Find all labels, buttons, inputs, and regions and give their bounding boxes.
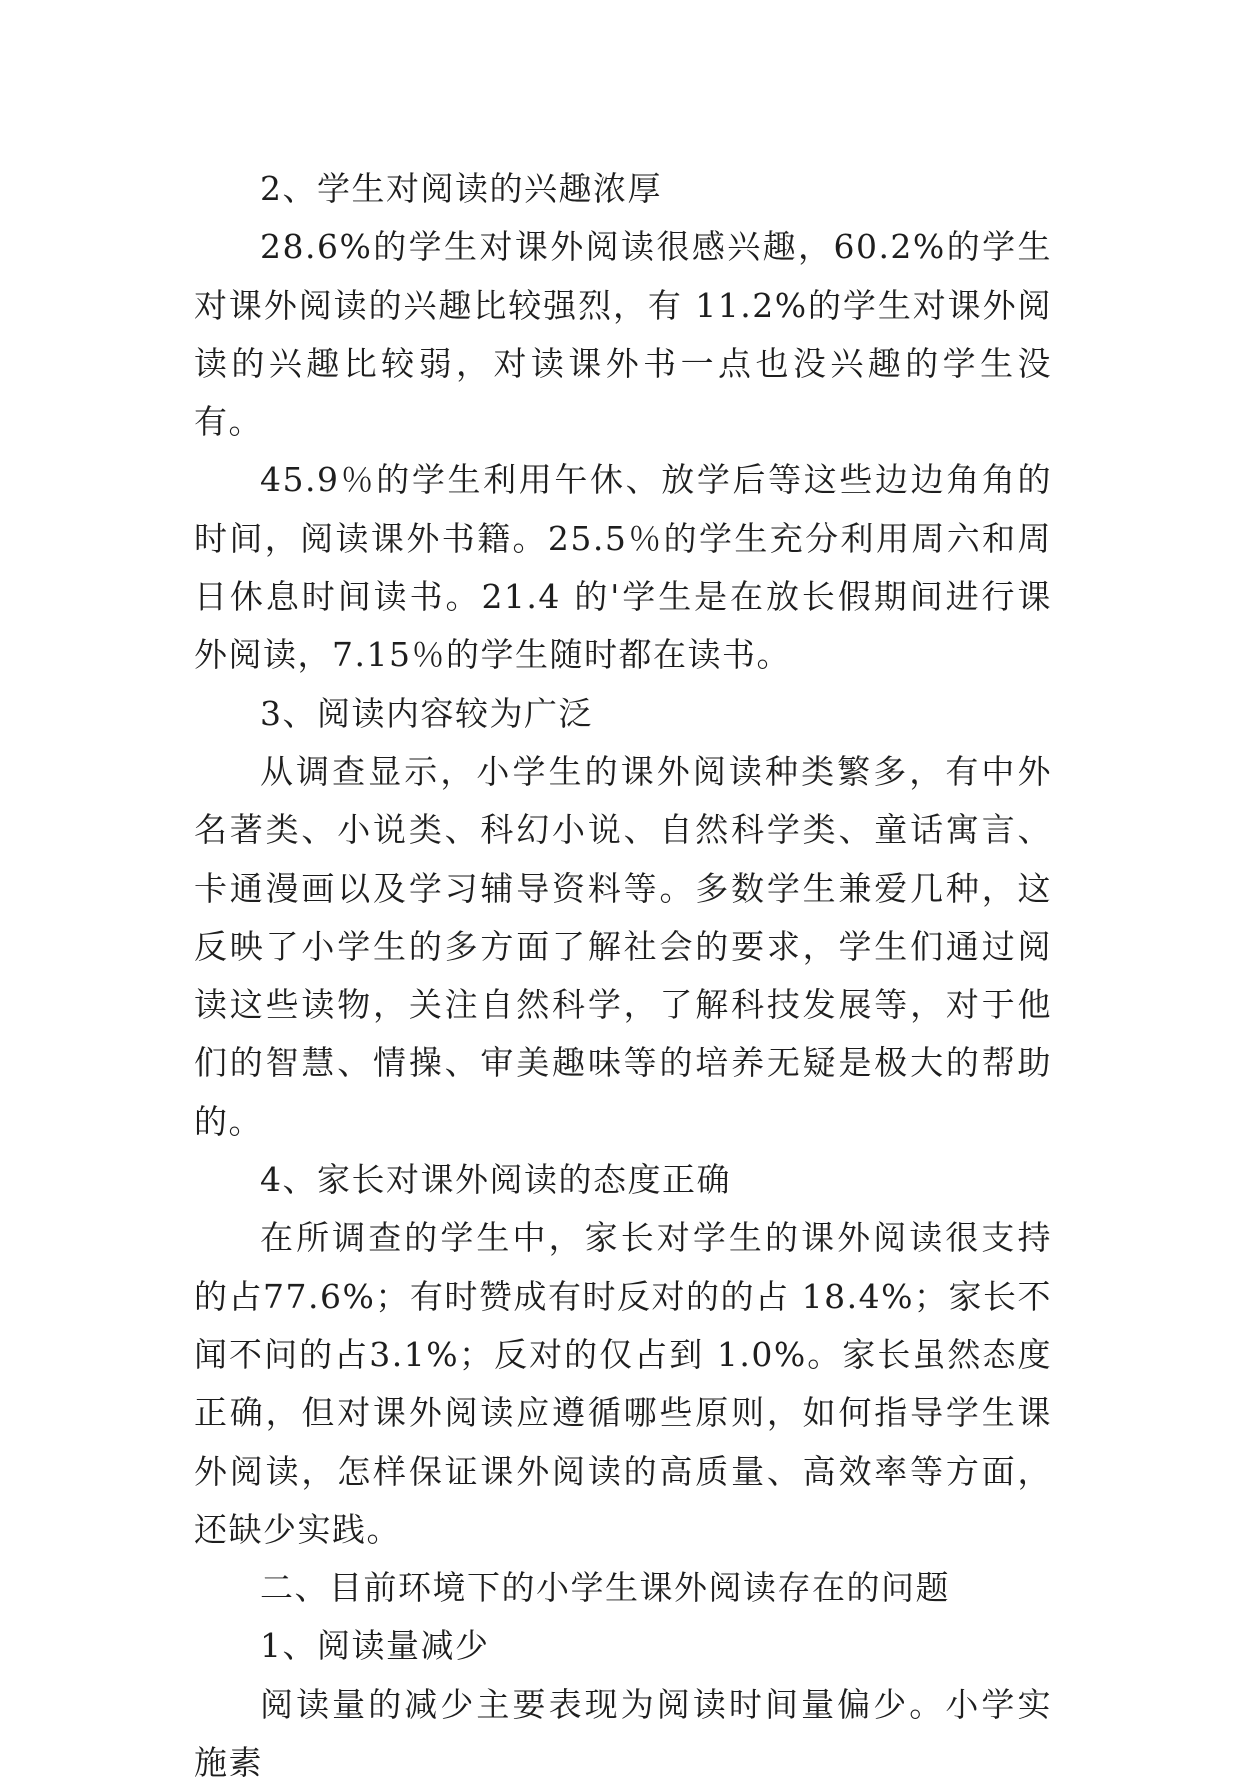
section-heading-reading-interest: 2、学生对阅读的兴趣浓厚 [260,169,662,208]
section-heading-parent-attitude: 4、家长对课外阅读的态度正确 [260,1160,731,1200]
section-heading-problems: 二、目前环境下的小学生课外阅读存在的问题 [260,1568,950,1608]
paragraph-reading-content: 从调查显示，小学生的课外阅读种类繁多，有中外名著类、小说类、科幻小说、自然科学类、童话寓言、卡通漫画以及学习辅导资料等。多数学生兼爱几种，这反映了小学生的多方面了解社会的要求，学生们通过阅读这些读物，关注自然科学，了解科技发展等，对于他们的智慧、情操、审美趣味等的培养无疑是极大的帮助的。 [194,751,1052,1141]
section-heading-reading-content: 3、阅读内容较为广泛 [260,693,593,733]
paragraph-parent-attitude: 在所调查的学生中，家长对学生的课外阅读很支持的占77.6%；有时赞成有时反对的的占 18.4%；家长不闻不问的占3.1%；反对的仅占到 1.0%。家长虽然态度正确，但对课外阅读应遵循哪些原则，如何指导学生课外阅读，怎样保证课外阅读的高质量、高效率等方面，还缺少实践。 [194,1218,1052,1549]
section-heading-reading-decrease: 1、阅读量减少 [260,1626,490,1666]
document-body [194,160,1052,1792]
paragraph-interest-stats: 28.6%的学生对课外阅读很感兴趣，60.2%的学生对课外阅读的兴趣比较强烈，有 11.2%的学生对课外阅读的兴趣比较弱，对读课外书一点也没兴趣的学生没有。 [194,227,1052,442]
paragraph-reading-time-stats: 45.9％的学生利用午休、放学后等这些边边角角的时间，阅读课外书籍。25.5％的学生充分利用周六和周日休息时间读书。21.4 的'学生是在放长假期间进行课外阅读，7.15％的学生随时都在读书。 [194,460,1052,675]
paragraph-reading-decrease: 阅读量的减少主要表现为阅读时间量偏少。小学实施素 [194,1684,1052,1783]
